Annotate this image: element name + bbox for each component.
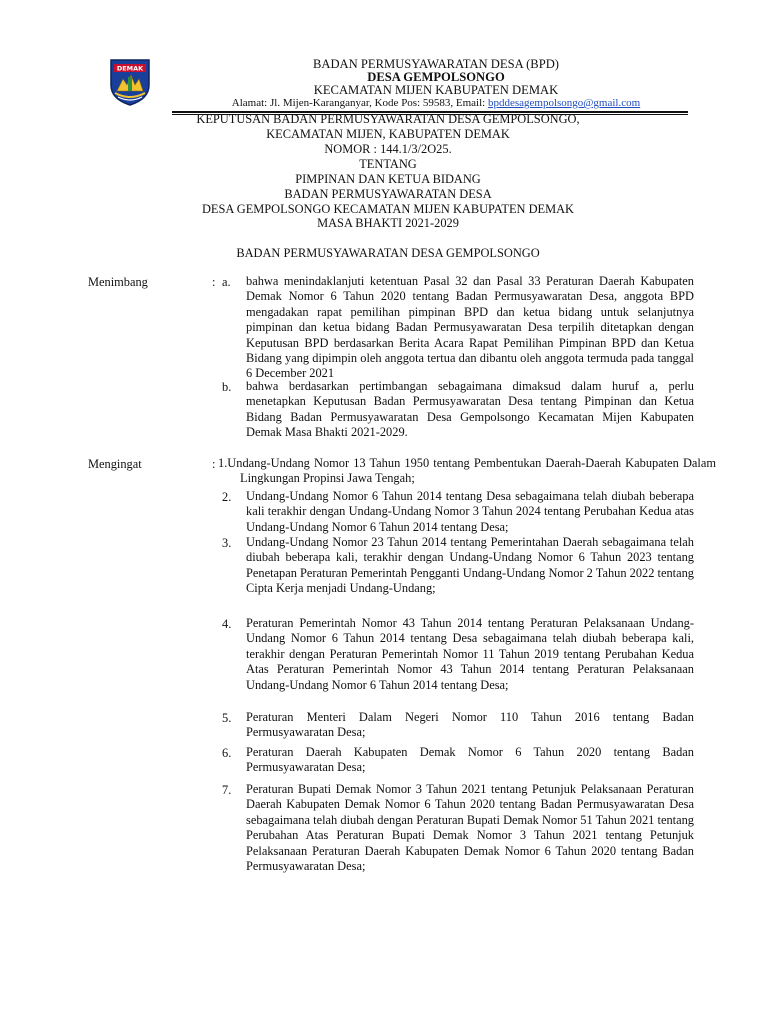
menimbang-item-a: bahwa menindaklanjuti ketentuan Pasal 32 dan Pasal 33 Peraturan Daerah Kabupaten Demak Nomor 6 Tahun 2020 tentang Badan Permusyawaratan Desa, anggota BPD mengadakan rapat pemilihan pimpinan BPD dan ketua bidang untuk selanjutnya pimpinan dan ketua bidang Badan Permusyawaratan Desa terpilih ditetapkan dengan Keputusan BPD berdasarkan Berita Acara Rapat Pemilihan Pimpinan BPD dan Ketua Bidang yang dipimpin oleh anggota tertua dan dibantu oleh anggota termuda pada tanggal 6 December 2021 (246, 274, 694, 381)
mengingat-marker-2: 2. (222, 490, 232, 504)
mengingat-marker-5: 5. (222, 711, 232, 725)
mengingat-item-2: Undang-Undang Nomor 6 Tahun 2014 tentang Desa sebagaimana telah diubah beberapa kali terakhir dengan Undang-Undang Nomor 3 Tahun 2024 tentang Perubahan Kedua atas Undang-Undang Nomor 6 Tahun 2014 tentang Desa; (246, 489, 694, 534)
title-line-6: BADAN PERMUSYAWARATAN DESA (284, 187, 492, 201)
issuing-body: BADAN PERMUSYAWARATAN DESA GEMPOLSONGO (236, 246, 540, 260)
address-text: Alamat: Jl. Mijen-Karanganyar, Kode Pos: 59583, Email: (231, 97, 488, 109)
decree-number: NOMOR : 144.1/3/2O25. (324, 142, 452, 156)
address-line (190, 96, 682, 111)
menimbang-label: Menimbang (88, 275, 148, 289)
village-name: DESA GEMPOLSONGO (367, 70, 505, 84)
menimbang-item-b: bahwa berdasarkan pertimbangan sebagaimana dimaksud dalam huruf a, perlu menetapkan Keputusan Badan Permusyawaratan Desa tentang Pimpinan dan Ketua Bidang Badan Permusyawaratan Desa Gempolsongo Kecamatan Mijen Kabupaten Demak Masa Bhakti 2021-2029. (246, 379, 694, 440)
mengingat-item-5: Peraturan Menteri Dalam Negeri Nomor 110 Tahun 2016 tentang Badan Permusyawaratan Desa; (246, 710, 694, 740)
mengingat-colon: : (212, 457, 216, 471)
mengingat-item-1 (218, 456, 716, 487)
title-line-5: PIMPINAN DAN KETUA BIDANG (295, 172, 481, 186)
mengingat-marker-3: 3. (222, 536, 232, 550)
logo-text: DEMAK (116, 64, 144, 73)
mengingat-marker-7: 7. (222, 783, 232, 797)
mengingat-item-6: Peraturan Daerah Kabupaten Demak Nomor 6 Tahun 2020 tentang Badan Permusyawaratan Desa; (246, 745, 694, 775)
district-name: KECAMATAN MIJEN KABUPATEN DEMAK (313, 83, 559, 97)
title-line-tentang: TENTANG (359, 157, 417, 171)
mengingat-item-7: Peraturan Bupati Demak Nomor 3 Tahun 2021 tentang Petunjuk Pelaksanaan Peraturan Daerah Kabupaten Demak Nomor 6 Tahun 2020 tentang Badan Permusyawaratan Desa sebagaimana telah diubah dengan Peraturan Bupati Demak Nomor 51 Tahun 2021 tentang Perubahan Atas Peraturan Bupati Demak Nomor 3 Tahun 2021 tentang Petunjuk Pelaksanaan Peraturan Daerah Kabupaten Demak Nomor 6 Tahun 2020 tentang Badan Permusyawaratan Desa; (246, 782, 694, 874)
title-line-8: MASA BHAKTI 2021-2029 (317, 216, 459, 230)
title-line-1: KEPUTUSAN BADAN PERMUSYAWARATAN DESA GEMPOLSONGO, (196, 112, 580, 126)
menimbang-colon: : (212, 275, 216, 289)
mengingat-marker-1: 1. (218, 456, 228, 470)
title-line-7: DESA GEMPOLSONGO KECAMATAN MIJEN KABUPATEN DEMAK (201, 202, 574, 216)
title-line-2: KECAMATAN MIJEN, KABUPATEN DEMAK (266, 127, 510, 141)
mengingat-item-4: Peraturan Pemerintah Nomor 43 Tahun 2014 tentang Peraturan Pelaksanaan Undang-Undang Nomor 6 Tahun 2014 tentang Desa sebagaimana telah diubah beberapa kali, terakhir dengan Peraturan Pemerintah Nomor 11 Tahun 2019 tentang Perubahan Kedua Atas Peraturan Pemerintah Nomor 43 Tahun 2014 tentang Peraturan Pelaksanaan Undang-Undang Nomor 6 Tahun 2014 tentang Desa; (246, 616, 694, 692)
mengingat-label: Mengingat (88, 457, 142, 471)
mengingat-item-3: Undang-Undang Nomor 23 Tahun 2014 tentang Pemerintahan Daerah sebagaimana telah diubah beberapa kali, terakhir dengan Undang-Undang Nomor 6 Tahun 2023 tentang Penetapan Peraturan Pemerintah Pengganti Undang-Undang Nomor 2 Tahun 2022 tentang Cipta Kerja menjadi Undang-Undang; (246, 535, 694, 596)
mengingat-marker-6: 6. (222, 746, 232, 760)
email-link[interactable]: bpddesagempolsongo@gmail.com (487, 97, 641, 109)
mengingat-text-1: Undang-Undang Nomor 13 Tahun 1950 tentang Pembentukan Daerah-Daerah Kabupaten Dalam Lingkungan Propinsi Jawa Tengah; (227, 456, 716, 486)
demak-logo-icon (105, 57, 155, 107)
mengingat-marker-4: 4. (222, 617, 232, 631)
org-name: BADAN PERMUSYAWARATAN DESA (BPD) (312, 57, 560, 71)
menimbang-marker-a: a. (222, 275, 231, 289)
menimbang-marker-b: b. (222, 380, 232, 394)
